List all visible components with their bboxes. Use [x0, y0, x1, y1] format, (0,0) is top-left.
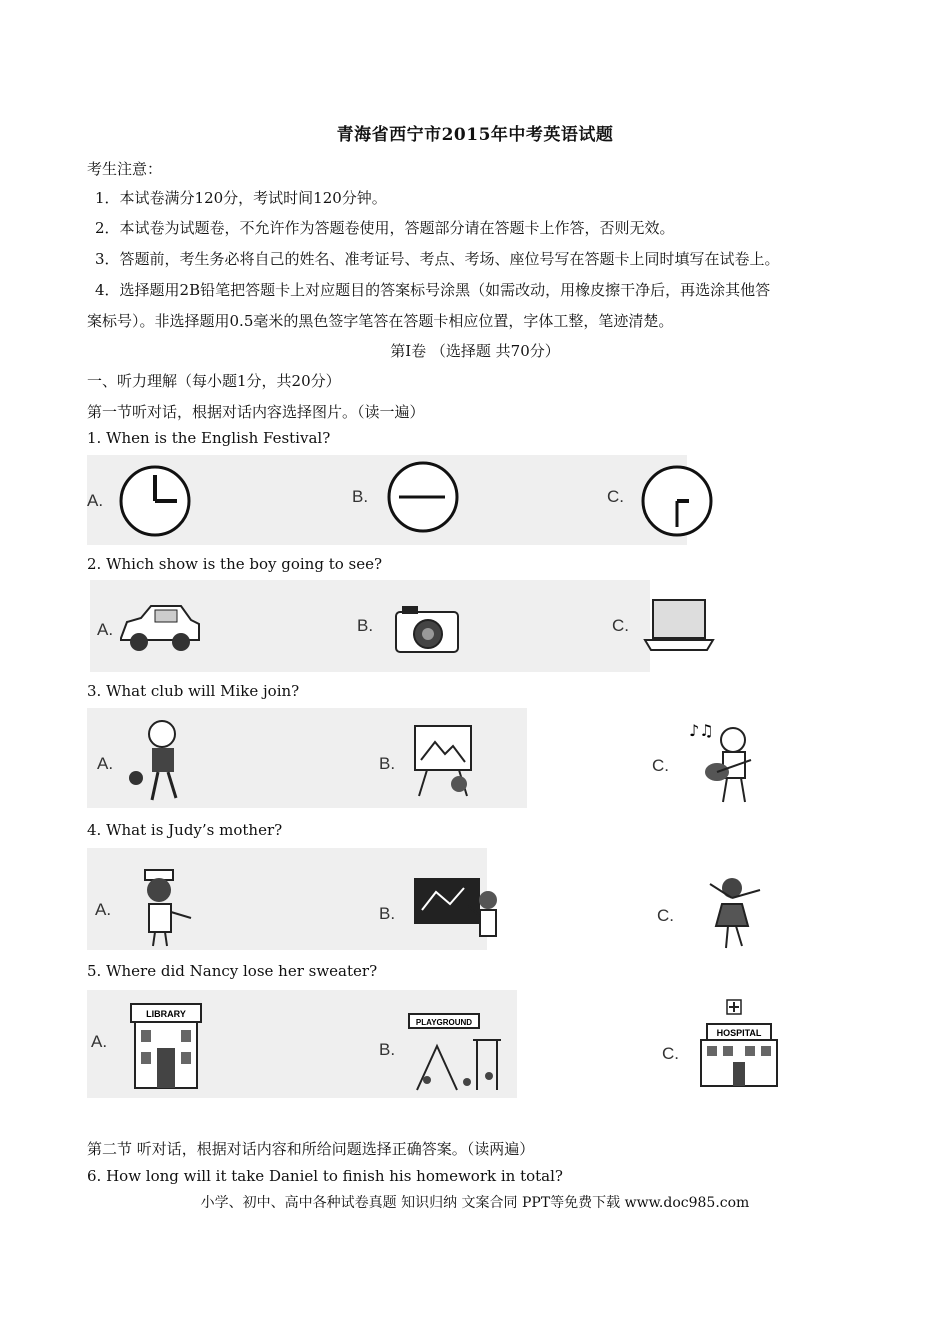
option-label: A. — [95, 900, 112, 919]
hospital-sign: HOSPITAL — [716, 1028, 762, 1038]
option-label: C. — [652, 756, 669, 775]
option-label: B. — [357, 616, 374, 635]
option-label: C. — [662, 1044, 679, 1063]
notice-item: 3．答题前，考生务必将自己的姓名、准考证号、考点、考场、座位号写在答题卡上同时填写在试卷上。 — [95, 250, 780, 268]
option-label: C. — [657, 906, 674, 925]
painting-icon — [407, 720, 479, 800]
question-text: 3. What club will Mike join? — [87, 682, 300, 700]
option-label: A. — [87, 491, 104, 510]
notice-item: 1．本试卷满分120分，考试时间120分钟。 — [95, 189, 387, 207]
page-footer: 小学、初中、高中各种试卷真题 知识归纳 文案合同 PPT等免费下载 www.doc985.com — [200, 1195, 750, 1211]
section-heading: 第二节 听对话，根据对话内容和所给问题选择正确答案。（读两遍） — [87, 1140, 535, 1158]
option-label: B. — [352, 487, 369, 506]
clock-icon — [117, 463, 193, 539]
notice-item: 2．本试卷为试题卷，不允许作为答题卷使用，答题部分请在答题卡上作答，否则无效。 — [95, 219, 675, 237]
question-text: 1. When is the English Festival? — [87, 429, 331, 447]
question-options — [87, 848, 857, 950]
question-options — [87, 455, 857, 545]
svg-text:♪♫: ♪♫ — [689, 721, 714, 740]
camera-icon — [392, 602, 462, 658]
option-label: C. — [607, 487, 624, 506]
notice-item: 4．选择题用2B铅笔把答题卡上对应题目的答案标号涂黑（如需改动，用橡皮擦干净后，再选涂其他答 — [95, 281, 771, 299]
question-text: 6. How long will it take Daniel to finish his homework in total? — [87, 1167, 563, 1185]
option-label: B. — [379, 754, 396, 773]
library-icon — [127, 1000, 207, 1092]
question-options — [87, 580, 857, 672]
part-heading: 一、听力理解（每小题1分，共20分） — [87, 372, 341, 390]
option-label: A. — [91, 1032, 108, 1051]
laptop-icon — [643, 596, 715, 656]
playground-icon — [407, 1010, 507, 1096]
page-title: 青海省西宁市2015年中考英语试题 — [336, 125, 614, 145]
option-label: B. — [379, 904, 396, 923]
option-label: A. — [97, 620, 114, 639]
option-label: C. — [612, 616, 629, 635]
question-options — [87, 708, 857, 808]
question-text: 2. Which show is the boy going to see? — [87, 555, 383, 573]
car-icon — [117, 600, 201, 656]
option-label: A. — [97, 754, 114, 773]
library-sign: LIBRARY — [146, 1009, 186, 1019]
volume-heading: 第Ⅰ卷 （选择题 共70分） — [390, 342, 560, 360]
notice-heading: 考生注意： — [87, 160, 163, 178]
playground-sign: PLAYGROUND — [415, 1018, 473, 1027]
option-label: B. — [379, 1040, 396, 1059]
soccer-player-icon — [122, 716, 197, 804]
question-options — [87, 990, 857, 1098]
clock-icon — [639, 463, 715, 539]
question-text: 4. What is Judy’s mother? — [87, 821, 283, 839]
nurse-icon — [127, 868, 197, 948]
dancer-icon — [702, 874, 772, 954]
clock-icon — [385, 459, 461, 535]
notice-item: 案标号）。非选择题用0.5毫米的黑色签字笔答在答题卡相应位置，字体工整，笔迹清楚。 — [87, 312, 674, 330]
section-heading: 第一节听对话，根据对话内容选择图片。（读一遍） — [87, 403, 425, 421]
question-text: 5. Where did Nancy lose her sweater? — [87, 962, 378, 980]
guitar-player-icon — [687, 716, 762, 804]
hospital-icon — [699, 998, 779, 1090]
teacher-icon — [412, 874, 502, 946]
